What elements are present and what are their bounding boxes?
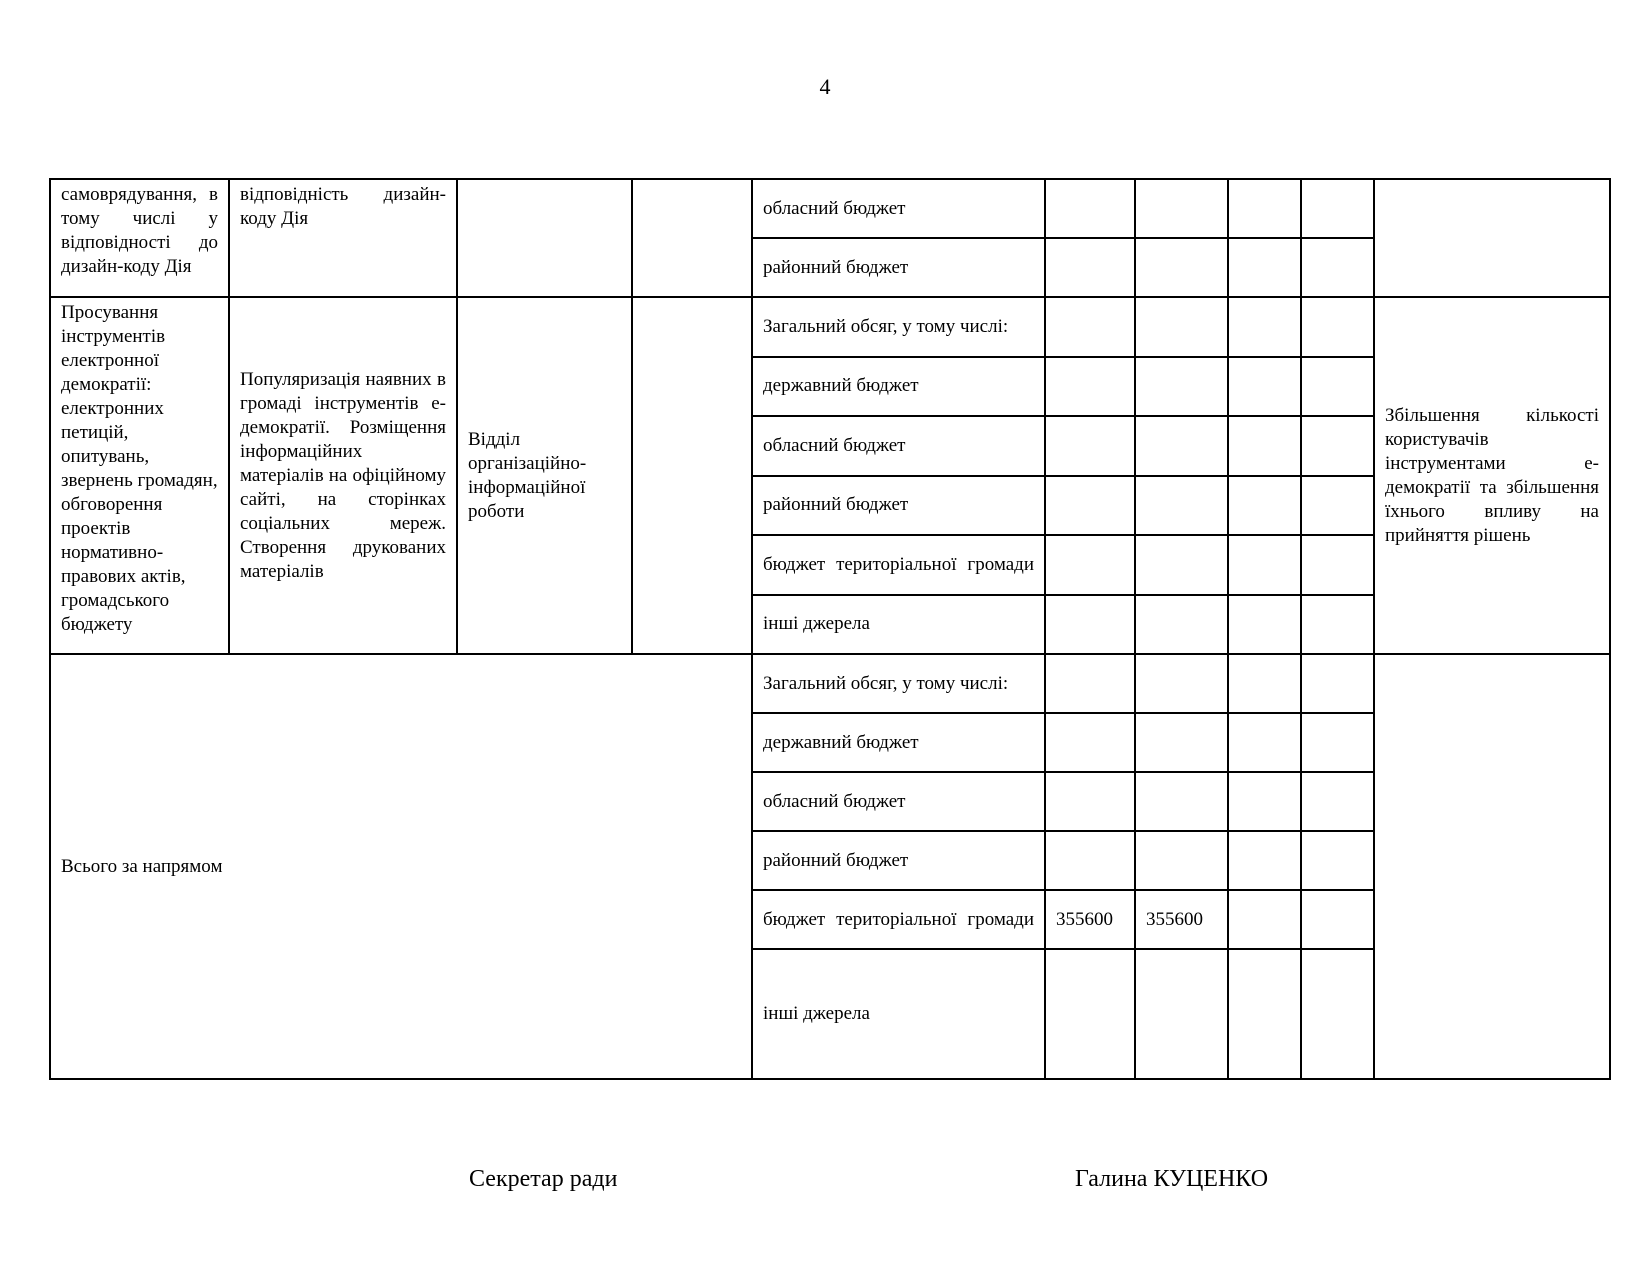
executor-cell: Відділ організаційно-інформаційної роботи — [457, 297, 632, 654]
source-cell: Загальний обсяг, у тому числі: — [752, 297, 1045, 357]
content-cell: відповідність дизайн-коду Дія — [229, 179, 457, 297]
source-cell: інші джерела — [752, 595, 1045, 655]
budget-value-cell: 355600 — [1045, 890, 1135, 949]
program-table — [49, 178, 1611, 1080]
source-cell: районний бюджет — [752, 476, 1045, 536]
result-cell — [1374, 654, 1610, 1079]
executor-cell — [457, 179, 632, 297]
source-cell: обласний бюджет — [752, 179, 1045, 238]
content-cell: Популяризація наявних в громаді інструментів е-демократії. Розміщення інформаційних матеріалів на офіційному сайті, на сторінках соціальних мереж. Створення друкованих матеріалів — [229, 297, 457, 654]
table-row — [50, 179, 1610, 238]
source-cell: інші джерела — [752, 949, 1045, 1079]
result-cell: Збільшення кількості користувачів інструментами е-демократії та збільшення їхнього впливу на прийняття рішень — [1374, 297, 1610, 654]
budget-value-cell: 355600 — [1135, 890, 1228, 949]
table-row — [50, 297, 1610, 357]
signature-position: Секретар ради — [469, 1166, 618, 1192]
source-cell: бюджет територіальної громади — [752, 890, 1045, 949]
measure-cell: самоврядування, в тому числі у відповідності до дизайн-коду Дія — [50, 179, 229, 297]
term-cell — [632, 179, 752, 297]
source-cell: бюджет територіальної громади — [752, 535, 1045, 595]
page-number: 4 — [819, 74, 831, 99]
source-cell: державний бюджет — [752, 357, 1045, 417]
table-row — [50, 654, 1610, 713]
source-cell: Загальний обсяг, у тому числі: — [752, 654, 1045, 713]
measure-cell: Просування інструментів електронної демократії: електронних петицій, опитувань, звернень громадян, обговорення проектів нормативно-правових актів, громадського бюджету — [50, 297, 229, 654]
signature-name: Галина КУЦЕНКО — [1075, 1166, 1269, 1192]
source-cell: районний бюджет — [752, 238, 1045, 297]
source-cell: обласний бюджет — [752, 416, 1045, 476]
source-cell: державний бюджет — [752, 713, 1045, 772]
term-cell — [632, 297, 752, 654]
result-cell — [1374, 179, 1610, 297]
source-cell: обласний бюджет — [752, 772, 1045, 831]
source-cell: районний бюджет — [752, 831, 1045, 890]
total-label-cell: Всього за напрямом — [50, 654, 752, 1079]
